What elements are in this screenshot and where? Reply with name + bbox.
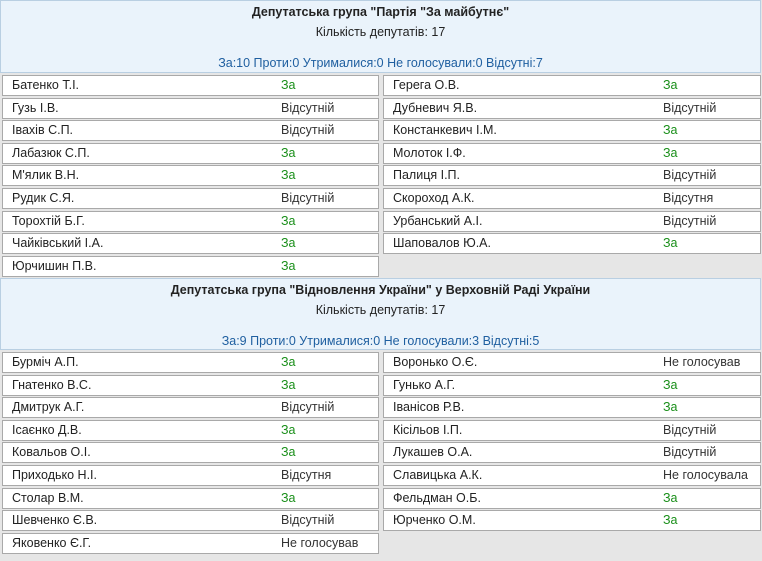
deputy-row [383,488,761,509]
deputy-row [2,211,379,232]
deputy-row [2,120,379,141]
deputy-vote: Відсутня [281,468,332,482]
deputy-row [2,143,379,164]
deputy-vote: За [281,377,296,392]
deputy-row [2,375,379,396]
deputy-row [383,420,761,441]
deputy-name: Юрченко О.М. [393,513,476,528]
deputy-name: Ковальов О.І. [12,445,91,460]
deputy-name: Лукашев О.А. [393,445,473,460]
deputy-vote: За [281,213,296,228]
group-vidnovlennia-ukrainy [0,278,762,561]
deputy-name: Юрчишин П.В. [12,258,97,273]
deputy-vote: Не голосувала [663,468,748,482]
group-title: Депутатська група "Партія "За майбутнє" [251,5,510,19]
deputy-name: Дмитрук А.Г. [12,400,85,415]
group-title: Депутатська група "Відновлення України" у Верховній Раді України [170,283,591,297]
deputy-row [2,233,379,254]
deputy-name: Славицька А.К. [393,468,483,482]
deputy-vote: За [281,258,296,273]
deputy-row [383,75,761,96]
deputy-row [383,233,761,254]
group-deputy-count: Кількість депутатів: 17 [315,25,446,39]
deputy-vote: За [663,377,678,392]
deputy-vote: За [663,236,678,251]
deputy-vote: За [281,78,296,92]
deputy-name: Гузь І.В. [12,100,59,115]
deputy-vote: За [663,123,678,138]
deputy-vote: За [281,422,296,437]
deputy-vote: За [663,513,678,528]
deputy-name: Молоток І.Ф. [393,145,466,160]
deputy-name: Скороход А.К. [393,191,475,205]
deputy-name: Лабазюк С.П. [12,145,90,160]
deputy-row [383,510,761,531]
group-deputy-count: Кількість депутатів: 17 [315,303,446,317]
group-header [0,278,761,350]
deputy-row [2,165,379,186]
deputy-vote: За [281,355,296,369]
deputy-vote: Відсутній [281,513,335,528]
deputy-vote: Відсутній [281,191,335,205]
deputy-name: Кісільов І.П. [393,422,463,437]
deputy-vote: За [281,145,296,160]
group-deputies-list [0,73,762,278]
deputy-vote: Відсутня [663,191,714,205]
deputy-row [2,256,379,277]
deputy-row [383,188,761,209]
deputy-name: Бурміч А.П. [12,355,79,369]
deputy-row [2,188,379,209]
deputy-row [383,397,761,418]
deputy-row [2,533,379,554]
deputy-row [383,143,761,164]
deputy-row [2,465,379,486]
deputy-name: Столар В.М. [12,490,84,505]
deputy-name: Іванісов Р.В. [393,400,465,415]
deputy-name: Ісаєнко Д.В. [12,422,82,437]
deputy-row [2,510,379,531]
deputy-vote: За [663,78,678,92]
deputy-name: Чайківський І.А. [12,236,104,251]
deputy-name: М'ялик В.Н. [12,168,80,183]
deputy-name: Дубневич Я.В. [393,100,478,115]
deputy-row [2,75,379,96]
deputy-name: Батенко Т.І. [12,78,80,92]
deputy-name: Приходько Н.І. [12,468,97,482]
group-header [0,0,761,73]
deputy-row [2,488,379,509]
deputy-vote: За [663,400,678,415]
deputy-name: Яковенко Є.Г. [12,535,92,550]
deputy-name: Герега О.В. [393,78,460,92]
deputy-row [2,352,379,373]
deputy-vote: Не голосував [663,355,741,369]
deputy-row [383,465,761,486]
deputy-row [2,397,379,418]
deputy-row [383,120,761,141]
deputy-row [383,442,761,463]
deputy-row [383,98,761,119]
deputy-name: Шевченко Є.В. [12,513,98,528]
deputy-name: Рудик С.Я. [12,191,75,205]
deputy-name: Палиця І.П. [393,168,461,183]
deputy-vote: Відсутній [663,445,717,460]
deputy-row [2,442,379,463]
deputy-name: Торохтій Б.Г. [12,213,85,228]
deputy-vote: Не голосував [281,535,359,550]
deputy-name: Гунько А.Г. [393,377,456,392]
deputy-vote: Відсутній [281,100,335,115]
deputy-vote: Відсутній [281,123,335,138]
group-za-maibutnie [0,0,762,278]
deputy-name: Урбанський А.І. [393,213,483,228]
deputy-vote: Відсутній [663,100,717,115]
deputy-vote: Відсутній [663,422,717,437]
group-vote-stats: За:10 Проти:0 Утрималися:0 Не голосували:0 Відсутні:7 [218,56,543,70]
deputy-name: Шаповалов Ю.А. [393,236,491,251]
deputy-name: Констанкевич І.М. [393,123,497,138]
deputy-name: Івахів С.П. [12,123,74,138]
deputy-vote: Відсутній [663,168,717,183]
deputy-vote: За [663,145,678,160]
deputy-row [383,165,761,186]
deputy-vote: За [281,168,296,183]
deputy-row [383,352,761,373]
deputy-name: Фельдман О.Б. [393,490,481,505]
deputy-vote: За [281,236,296,251]
group-vote-stats: За:9 Проти:0 Утрималися:0 Не голосували:3 Відсутні:5 [221,334,540,348]
deputy-row [2,420,379,441]
deputy-vote: Відсутній [281,400,335,415]
deputy-vote: За [281,445,296,460]
deputy-vote: За [663,490,678,505]
deputy-name: Гнатенко В.С. [12,377,92,392]
deputy-row [2,98,379,119]
deputy-name: Воронько О.Є. [393,355,478,369]
deputy-vote: За [281,490,296,505]
deputy-vote: Відсутній [663,213,717,228]
deputy-row [383,375,761,396]
group-deputies-list [0,350,762,561]
deputy-row [383,211,761,232]
